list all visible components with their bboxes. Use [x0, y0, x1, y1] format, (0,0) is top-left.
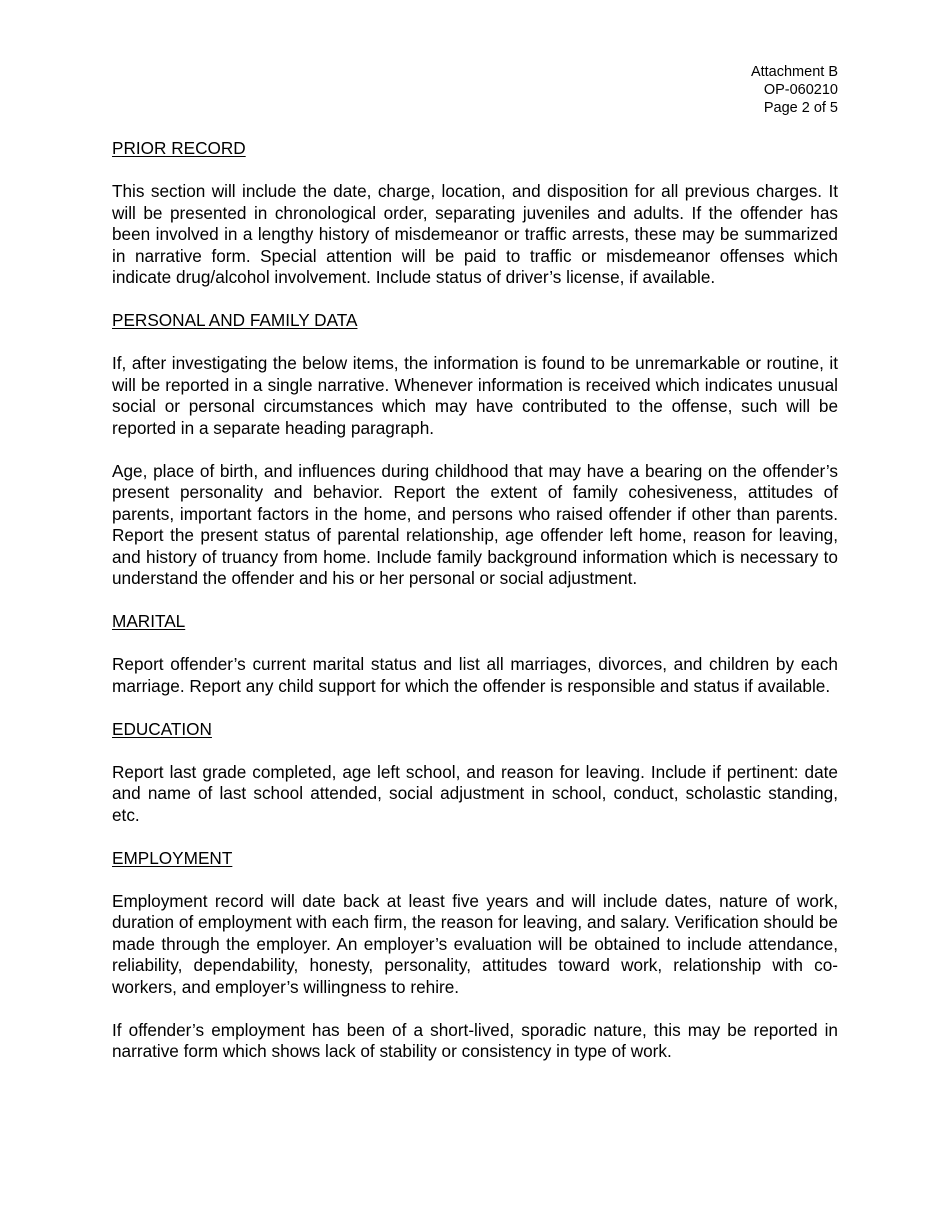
paragraph-marital: Report offender’s current marital status and list all marriages, divorces, and children by each marriage. Report any child support for which the offender is responsible and status if available. [112, 654, 838, 696]
heading-employment: EMPLOYMENT [112, 847, 233, 868]
paragraph-employment-1: Employment record will date back at least five years and will include dates, nature of work, duration of employment with each firm, the reason for leaving, and salary. Verification should be made through the employer. An employer’s evaluation will be obtained to include attendance, reliability, dependability, honesty, personality, attitudes toward work, relationship with co-workers, and employer’s willingness to rehire. [112, 890, 838, 997]
heading-education: EDUCATION [112, 718, 212, 739]
attachment-label: Attachment B [750, 64, 838, 80]
document-body [112, 138, 838, 1084]
heading-prior-record: PRIOR RECORD [112, 138, 246, 158]
paragraph-prior-record: This section will include the date, charge, location, and disposition for all previous charges. It will be presented in chronological order, separating juveniles and adults. If the offender has been involved in a lengthy history of misdemeanor or traffic arrests, these may be summarized in narrative form. Special attention will be paid to traffic or misdemeanor offenses which indicate drug/alcohol involvement. Include status of driver’s license, if available. [112, 181, 838, 287]
heading-personal-family-data: PERSONAL AND FAMILY DATA [112, 310, 358, 330]
paragraph-education: Report last grade completed, age left school, and reason for leaving. Include if pertinent: date and name of last school attended, social adjustment in school, conduct, scholastic standing, etc. [112, 761, 838, 825]
document-number: OP-060210 [763, 82, 838, 98]
page-header [751, 63, 838, 117]
heading-marital: MARITAL [112, 611, 186, 631]
paragraph-personal-family-2: Age, place of birth, and influences during childhood that may have a bearing on the offender’s present personality and behavior. Report the extent of family cohesiveness, attitudes of parents, important factors in the home, and persons who raised offender if other than parents. Report the present status of parental relationship, age offender left home, reason for leaving, and history of truancy from home. Include family background information which is necessary to understand the offender and his or her personal or social adjustment. [112, 460, 838, 588]
paragraph-employment-2: If offender’s employment has been of a short-lived, sporadic nature, this may be reported in narrative form which shows lack of stability or consistency in type of work. [112, 1019, 838, 1061]
page-number: Page 2 of 5 [763, 100, 838, 116]
paragraph-personal-family-1: If, after investigating the below items, the information is found to be unremarkable or routine, it will be reported in a single narrative. Whenever information is received which indicates unusual social or personal circumstances which may have contributed to the offense, such will be reported in a separate heading paragraph. [112, 353, 838, 438]
